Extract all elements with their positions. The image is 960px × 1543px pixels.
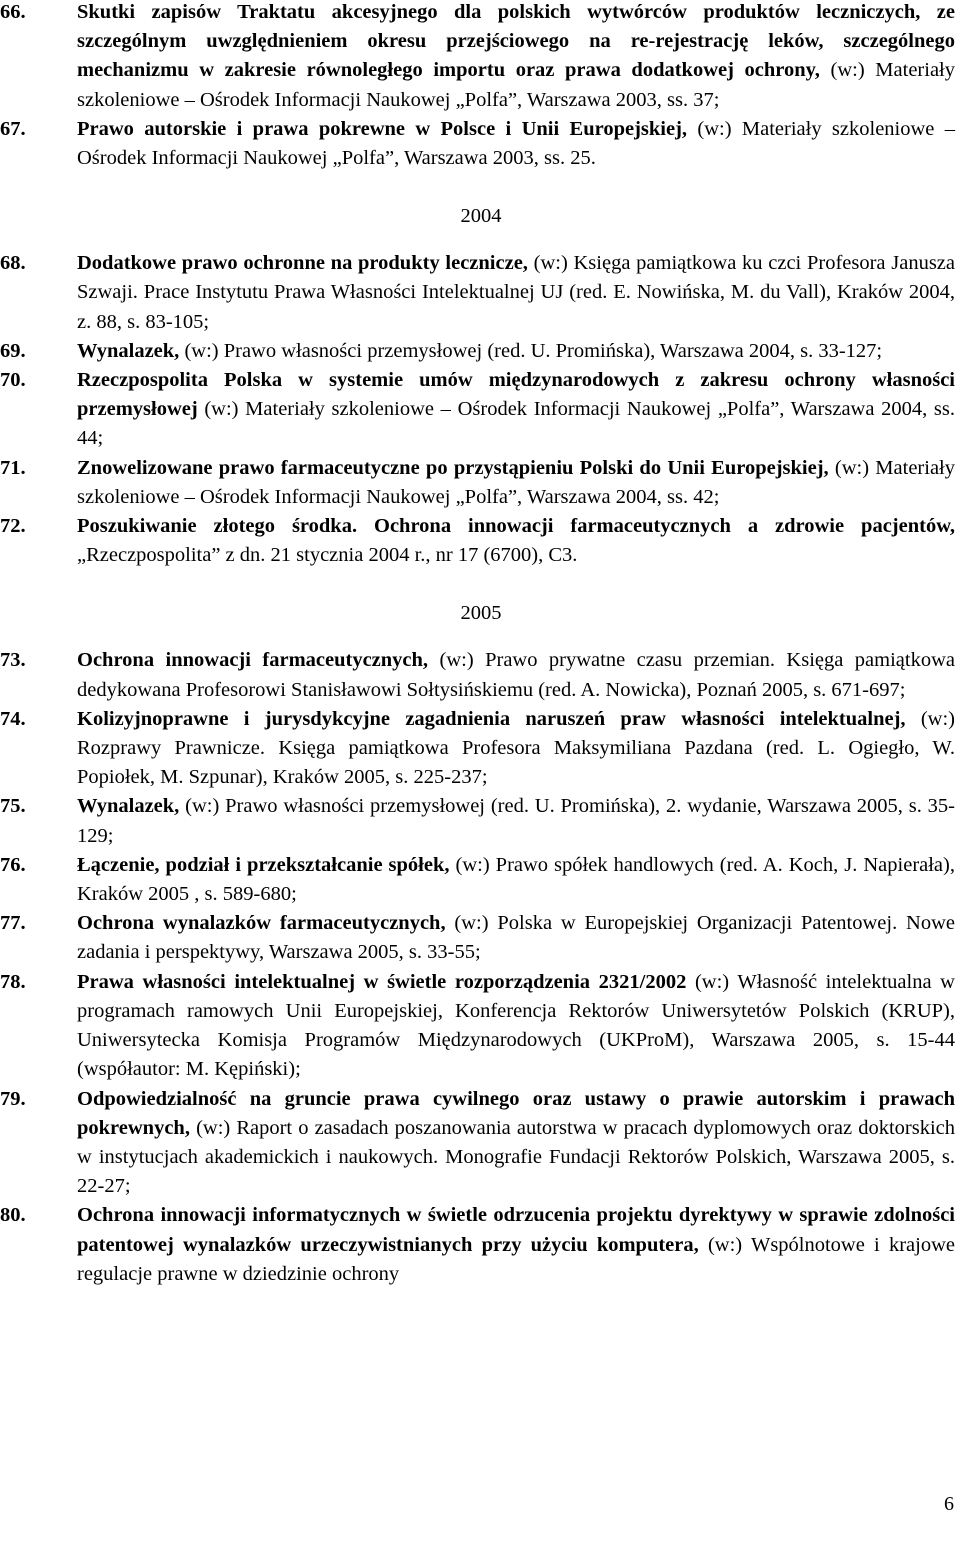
entry-title: Ochrona innowacji informatycznych w świetle odrzucenia projektu dyrektywy w sprawie zdolności patentowej wynalazków urzeczywistnianych przy użyciu komputera, (77, 1204, 955, 1256)
entry-number: 72. (0, 515, 26, 538)
list-item (0, 792, 960, 850)
page-number: 6 (944, 1493, 954, 1515)
list-item (0, 705, 960, 793)
entry-number: 67. (0, 117, 26, 140)
bibliography-list-2005 (0, 646, 960, 1288)
entry-number: 71. (0, 456, 26, 479)
entry-number: 74. (0, 707, 26, 730)
entry-details: (w:) Materiały szkoleniowe – Ośrodek Informacji Naukowej „Polfa”, Warszawa 2003, ss. 37; (77, 59, 955, 111)
list-item (0, 115, 960, 173)
entry-number: 78. (0, 970, 26, 993)
entry-title: Kolizyjnoprawne i jurysdykcyjne zagadnienia naruszeń praw własności intelektualnej, (77, 707, 906, 730)
entry-details: (w:) Prawo prywatne czasu przemian. Księga pamiątkowa dedykowana Profesorowi Stanisławowi Sołtysińskiemu (red. A. Nowicka), Poznań 2005, s. 671-697; (77, 649, 955, 701)
entry-title: Wynalazek, (77, 339, 180, 362)
entry-number: 80. (0, 1204, 26, 1227)
entry-details: (w:) Prawo własności przemysłowej (red. U. Promińska), 2. wydanie, Warszawa 2005, s. 35-129; (77, 795, 955, 847)
list-item (0, 968, 960, 1085)
entry-title: Prawo autorskie i prawa pokrewne w Polsce i Unii Europejskiej, (77, 117, 688, 140)
entry-details: (w:) Wspólnotowe i krajowe regulacje prawne w dziedzinie ochrony (77, 1233, 955, 1285)
list-item (0, 851, 960, 909)
entry-details: (w:) Księga pamiątkowa ku czci Profesora Janusza Szwaji. Prace Instytutu Prawa Własności Intelektualnej UJ (red. E. Nowińska, M. du Vall), Kraków 2004, z. 88, s. 83-105; (77, 252, 955, 333)
entry-title: Ochrona wynalazków farmaceutycznych, (77, 912, 446, 935)
bibliography-list-2003 (0, 0, 960, 173)
entry-details: (w:) Polska w Europejskiej Organizacji Patentowej. Nowe zadania i perspektywy, Warszawa 2005, s. 33-55; (77, 912, 955, 964)
entry-details: (w:) Materiały szkoleniowe – Ośrodek Informacji Naukowej „Polfa”, Warszawa 2003, ss. 25. (77, 117, 956, 170)
entry-number: 68. (0, 252, 26, 275)
entry-title: Odpowiedzialność na gruncie prawa cywilnego oraz ustawy o prawie autorskim i prawach pokrewnych, (77, 1087, 955, 1139)
entry-details: (w:) Materiały szkoleniowe – Ośrodek Informacji Naukowej „Polfa”, Warszawa 2004, ss. 44; (77, 398, 955, 450)
entry-details: (w:) Prawo własności przemysłowej (red. U. Promińska), Warszawa 2004, s. 33-127; (179, 339, 883, 362)
list-item (0, 0, 960, 115)
bibliography-list-2004 (0, 249, 960, 570)
entry-title: Skutki zapisów Traktatu akcesyjnego dla polskich wytwórców produktów leczniczych, ze szczególnym uwzględnieniem okresu przejściowego na re-rejestrację leków, szczególnego mechanizmu w zakresie równoległego importu oraz prawa dodatkowej ochrony, (77, 1, 955, 82)
entry-number: 66. (0, 1, 26, 23)
entry-details: (w:) Materiały szkoleniowe – Ośrodek Informacji Naukowej „Polfa”, Warszawa 2004, ss. 42; (77, 456, 955, 508)
entry-number: 75. (0, 795, 26, 818)
entry-number: 73. (0, 649, 26, 672)
entry-details: (w:) Raport o zasadach poszanowania autorstwa w pracach dyplomowych oraz doktorskich w instytucjach akademickich i naukowych. Monografie Fundacji Rektorów Polskich, Warszawa 2005, s. 22-27; (77, 1116, 955, 1198)
entry-title: Prawa własności intelektualnej w świetle rozporządzenia 2321/2002 (77, 970, 687, 993)
year-heading-2004: 2004 (460, 205, 502, 228)
entry-title: Wynalazek, (77, 795, 180, 818)
entry-number: 79. (0, 1087, 26, 1110)
entry-details: (w:) Rozprawy Prawnicze. Księga pamiątkowa Profesora Maksymiliana Pazdana (red. L. Ogiegło, W. Popiołek, M. Szpunar), Kraków 2005, s. 225-237; (77, 707, 956, 789)
list-item (0, 249, 960, 337)
list-item (0, 512, 960, 570)
entry-title: Znowelizowane prawo farmaceutyczne po przystąpieniu Polski do Unii Europejskiej, (77, 456, 829, 479)
entry-details: (w:) Prawo spółek handlowych (red. A. Koch, J. Napierała), Kraków 2005 , s. 589-680; (77, 853, 955, 906)
entry-details: „Rzeczpospolita” z dn. 21 stycznia 2004 r., nr 17 (6700), C3. (77, 544, 578, 567)
entry-title: Łączenie, podział i przekształcanie spółek, (77, 853, 450, 876)
list-item (0, 1201, 960, 1289)
entry-title: Dodatkowe prawo ochronne na produkty lecznicze, (77, 252, 528, 275)
year-heading-2005: 2005 (460, 602, 502, 625)
list-item (0, 454, 960, 512)
entry-number: 69. (0, 339, 26, 362)
entry-number: 77. (0, 912, 26, 935)
list-item (0, 337, 960, 366)
entry-title: Rzeczpospolita Polska w systemie umów międzynarodowych z zakresu ochrony własności przemysłowej (77, 369, 955, 421)
entry-title: Ochrona innowacji farmaceutycznych, (77, 649, 429, 672)
entry-details: (w:) Własność intelektualna w programach ramowych Unii Europejskiej, Konferencja Rektorów Uniwersytetów Polskich (KRUP), Uniwersytecka Komisja Programów Międzynarodowych (UKProM), Warszawa 2005, s. 15-44 (współautor: M. Kępiński); (77, 970, 955, 1081)
list-item (0, 646, 960, 704)
list-item (0, 909, 960, 967)
entry-number: 70. (0, 369, 26, 392)
list-item (0, 1085, 960, 1202)
list-item (0, 366, 960, 454)
entry-number: 76. (0, 853, 26, 876)
entry-title: Poszukiwanie złotego środka. Ochrona innowacji farmaceutycznych a zdrowie pacjentów, (77, 515, 955, 538)
